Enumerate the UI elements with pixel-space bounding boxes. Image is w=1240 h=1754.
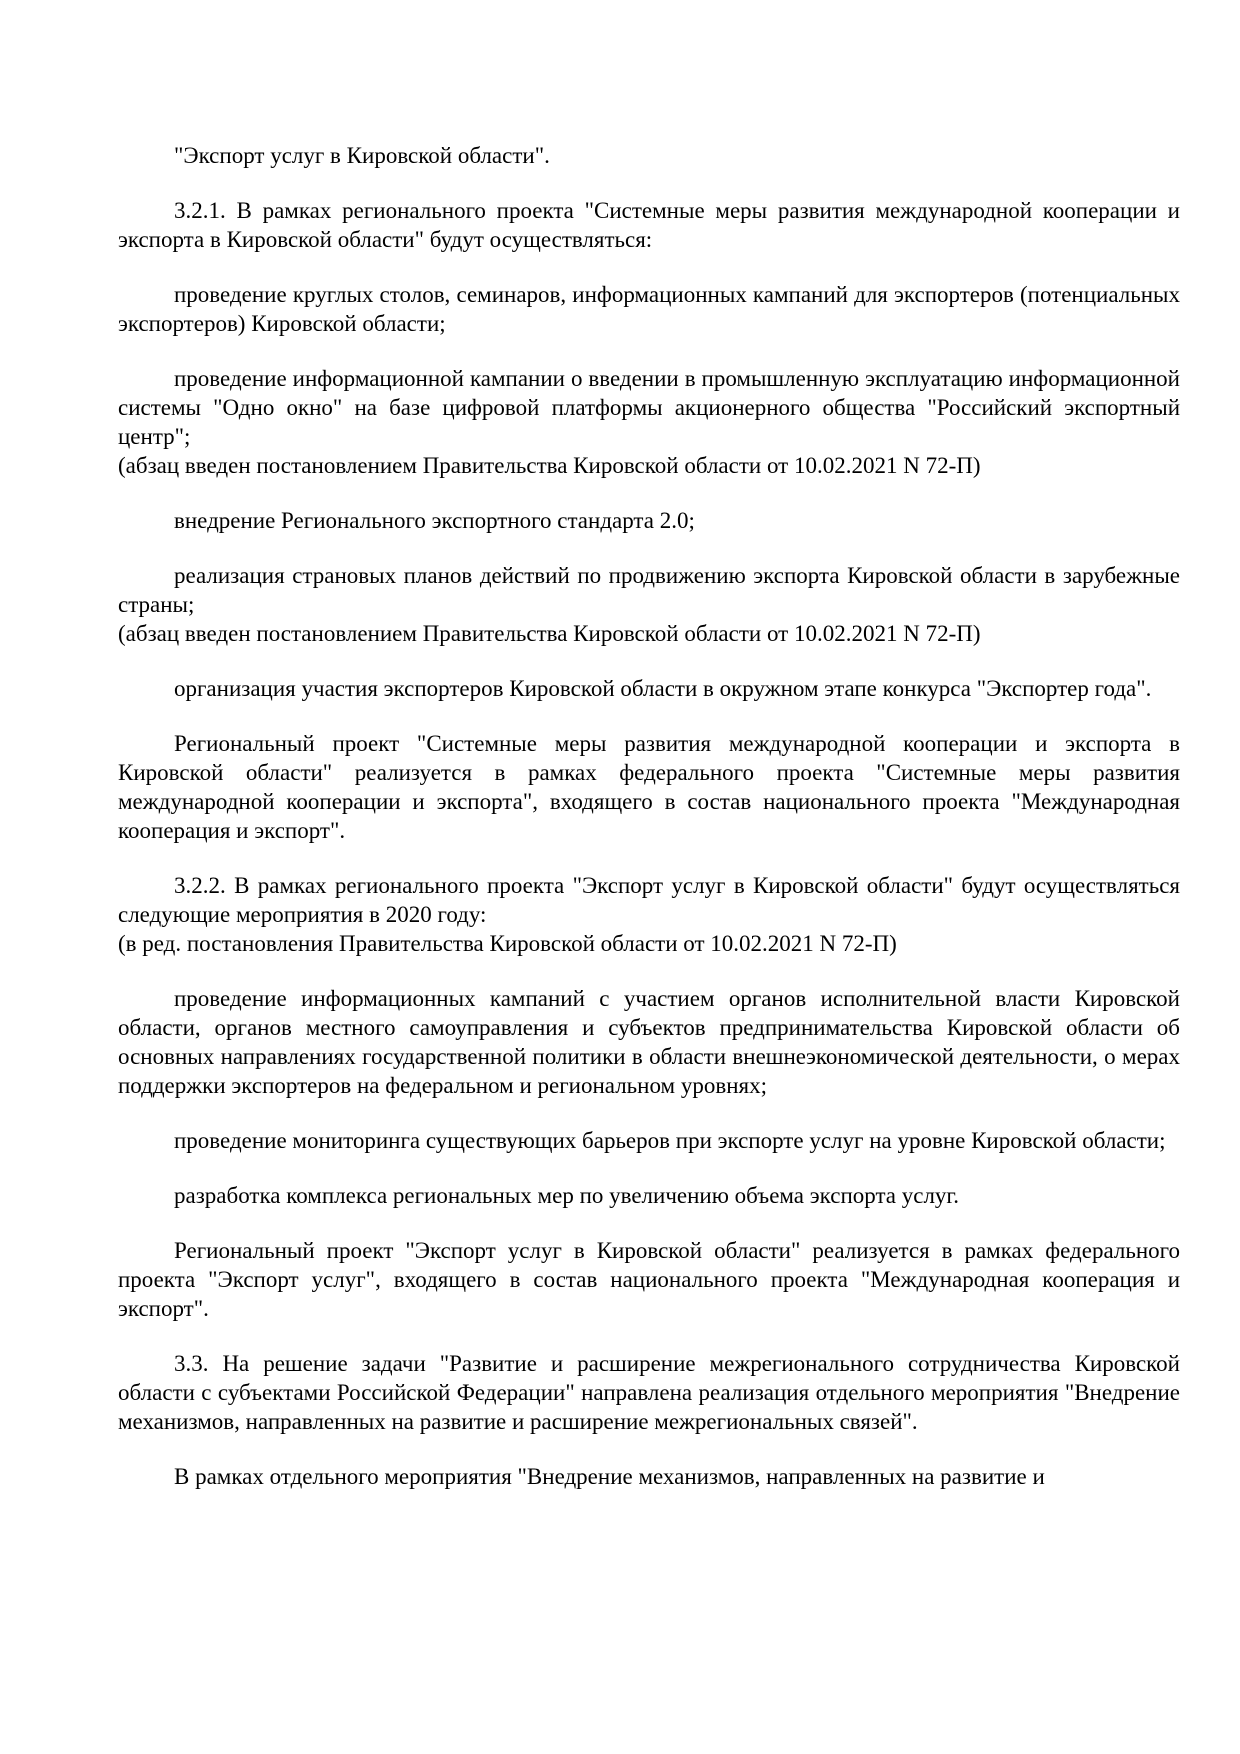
- paragraph: [118, 1462, 1180, 1491]
- paragraph-text: проведение круглых столов, семинаров, информационных кампаний для экспортеров (потенциальных экспортеров) Кировской области;: [118, 282, 1180, 336]
- paragraph: [118, 196, 1180, 254]
- paragraph-text: разработка комплекса региональных мер по увеличению объема экспорта услуг.: [174, 1183, 960, 1208]
- paragraph-text: 3.2.2. В рамках регионального проекта "Экспорт услуг в Кировской области" будут осуществляться следующие мероприятия в 2020 году:: [118, 873, 1180, 927]
- paragraph: [118, 1236, 1180, 1323]
- paragraph-text: проведение информационной кампании о введении в промышленную эксплуатацию информационной системы "Одно окно" на базе цифровой платформы акционерного общества "Российский экспортный центр";: [118, 366, 1180, 449]
- paragraph: [118, 1349, 1180, 1436]
- paragraph: [118, 280, 1180, 338]
- paragraph: [118, 871, 1180, 958]
- paragraph-text: проведение информационных кампаний с участием органов исполнительной власти Кировской области, органов местного самоуправления и субъектов предпринимательства Кировской области об основных направлениях государственной политики в области внешнеэкономической деятельности, о мерах поддержки экспортеров на федеральном и региональном уровнях;: [118, 986, 1180, 1098]
- paragraph-text: Региональный проект "Экспорт услуг в Кировской области" реализуется в рамках федерального проекта "Экспорт услуг", входящего в состав национального проекта "Международная кооперация и экспорт".: [118, 1238, 1180, 1321]
- document-body: [118, 141, 1180, 1491]
- paragraph-text: 3.2.1. В рамках регионального проекта "Системные меры развития международной кооперации и экспорта в Кировской области" будут осуществляться:: [118, 198, 1180, 252]
- paragraph-text: проведение мониторинга существующих барьеров при экспорте услуг на уровне Кировской области;: [174, 1128, 1166, 1153]
- amendment-note: (в ред. постановления Правительства Кировской области от 10.02.2021 N 72-П): [118, 931, 897, 956]
- paragraph-text: реализация страновых планов действий по продвижению экспорта Кировской области в зарубежные страны;: [118, 563, 1180, 617]
- paragraph: [118, 984, 1180, 1100]
- paragraph: [118, 506, 1180, 535]
- paragraph: [118, 1181, 1180, 1210]
- paragraph: [118, 729, 1180, 845]
- amendment-note: (абзац введен постановлением Правительства Кировской области от 10.02.2021 N 72-П): [118, 453, 981, 478]
- paragraph: [118, 364, 1180, 480]
- paragraph-text: 3.3. На решение задачи "Развитие и расширение межрегионального сотрудничества Кировской области с субъектами Российской Федерации" направлена реализация отдельного мероприятия "Внедрение механизмов, направленных на развитие и расширение межрегиональных связей".: [118, 1351, 1180, 1434]
- paragraph-text: организация участия экспортеров Кировской области в окружном этапе конкурса "Экспортер года".: [174, 676, 1152, 701]
- paragraph-text: Региональный проект "Системные меры развития международной кооперации и экспорта в Кировской области" реализуется в рамках федерального проекта "Системные меры развития международной кооперации и экспорта", входящего в состав национального проекта "Международная кооперация и экспорт".: [118, 731, 1180, 843]
- amendment-note: (абзац введен постановлением Правительства Кировской области от 10.02.2021 N 72-П): [118, 621, 981, 646]
- paragraph: [118, 141, 1180, 170]
- paragraph: [118, 1126, 1180, 1155]
- paragraph-text: "Экспорт услуг в Кировской области".: [174, 143, 550, 168]
- paragraph-text: В рамках отдельного мероприятия "Внедрение механизмов, направленных на развитие и: [174, 1464, 1045, 1489]
- paragraph: [118, 674, 1180, 703]
- paragraph-text: внедрение Регионального экспортного стандарта 2.0;: [174, 508, 695, 533]
- paragraph: [118, 561, 1180, 648]
